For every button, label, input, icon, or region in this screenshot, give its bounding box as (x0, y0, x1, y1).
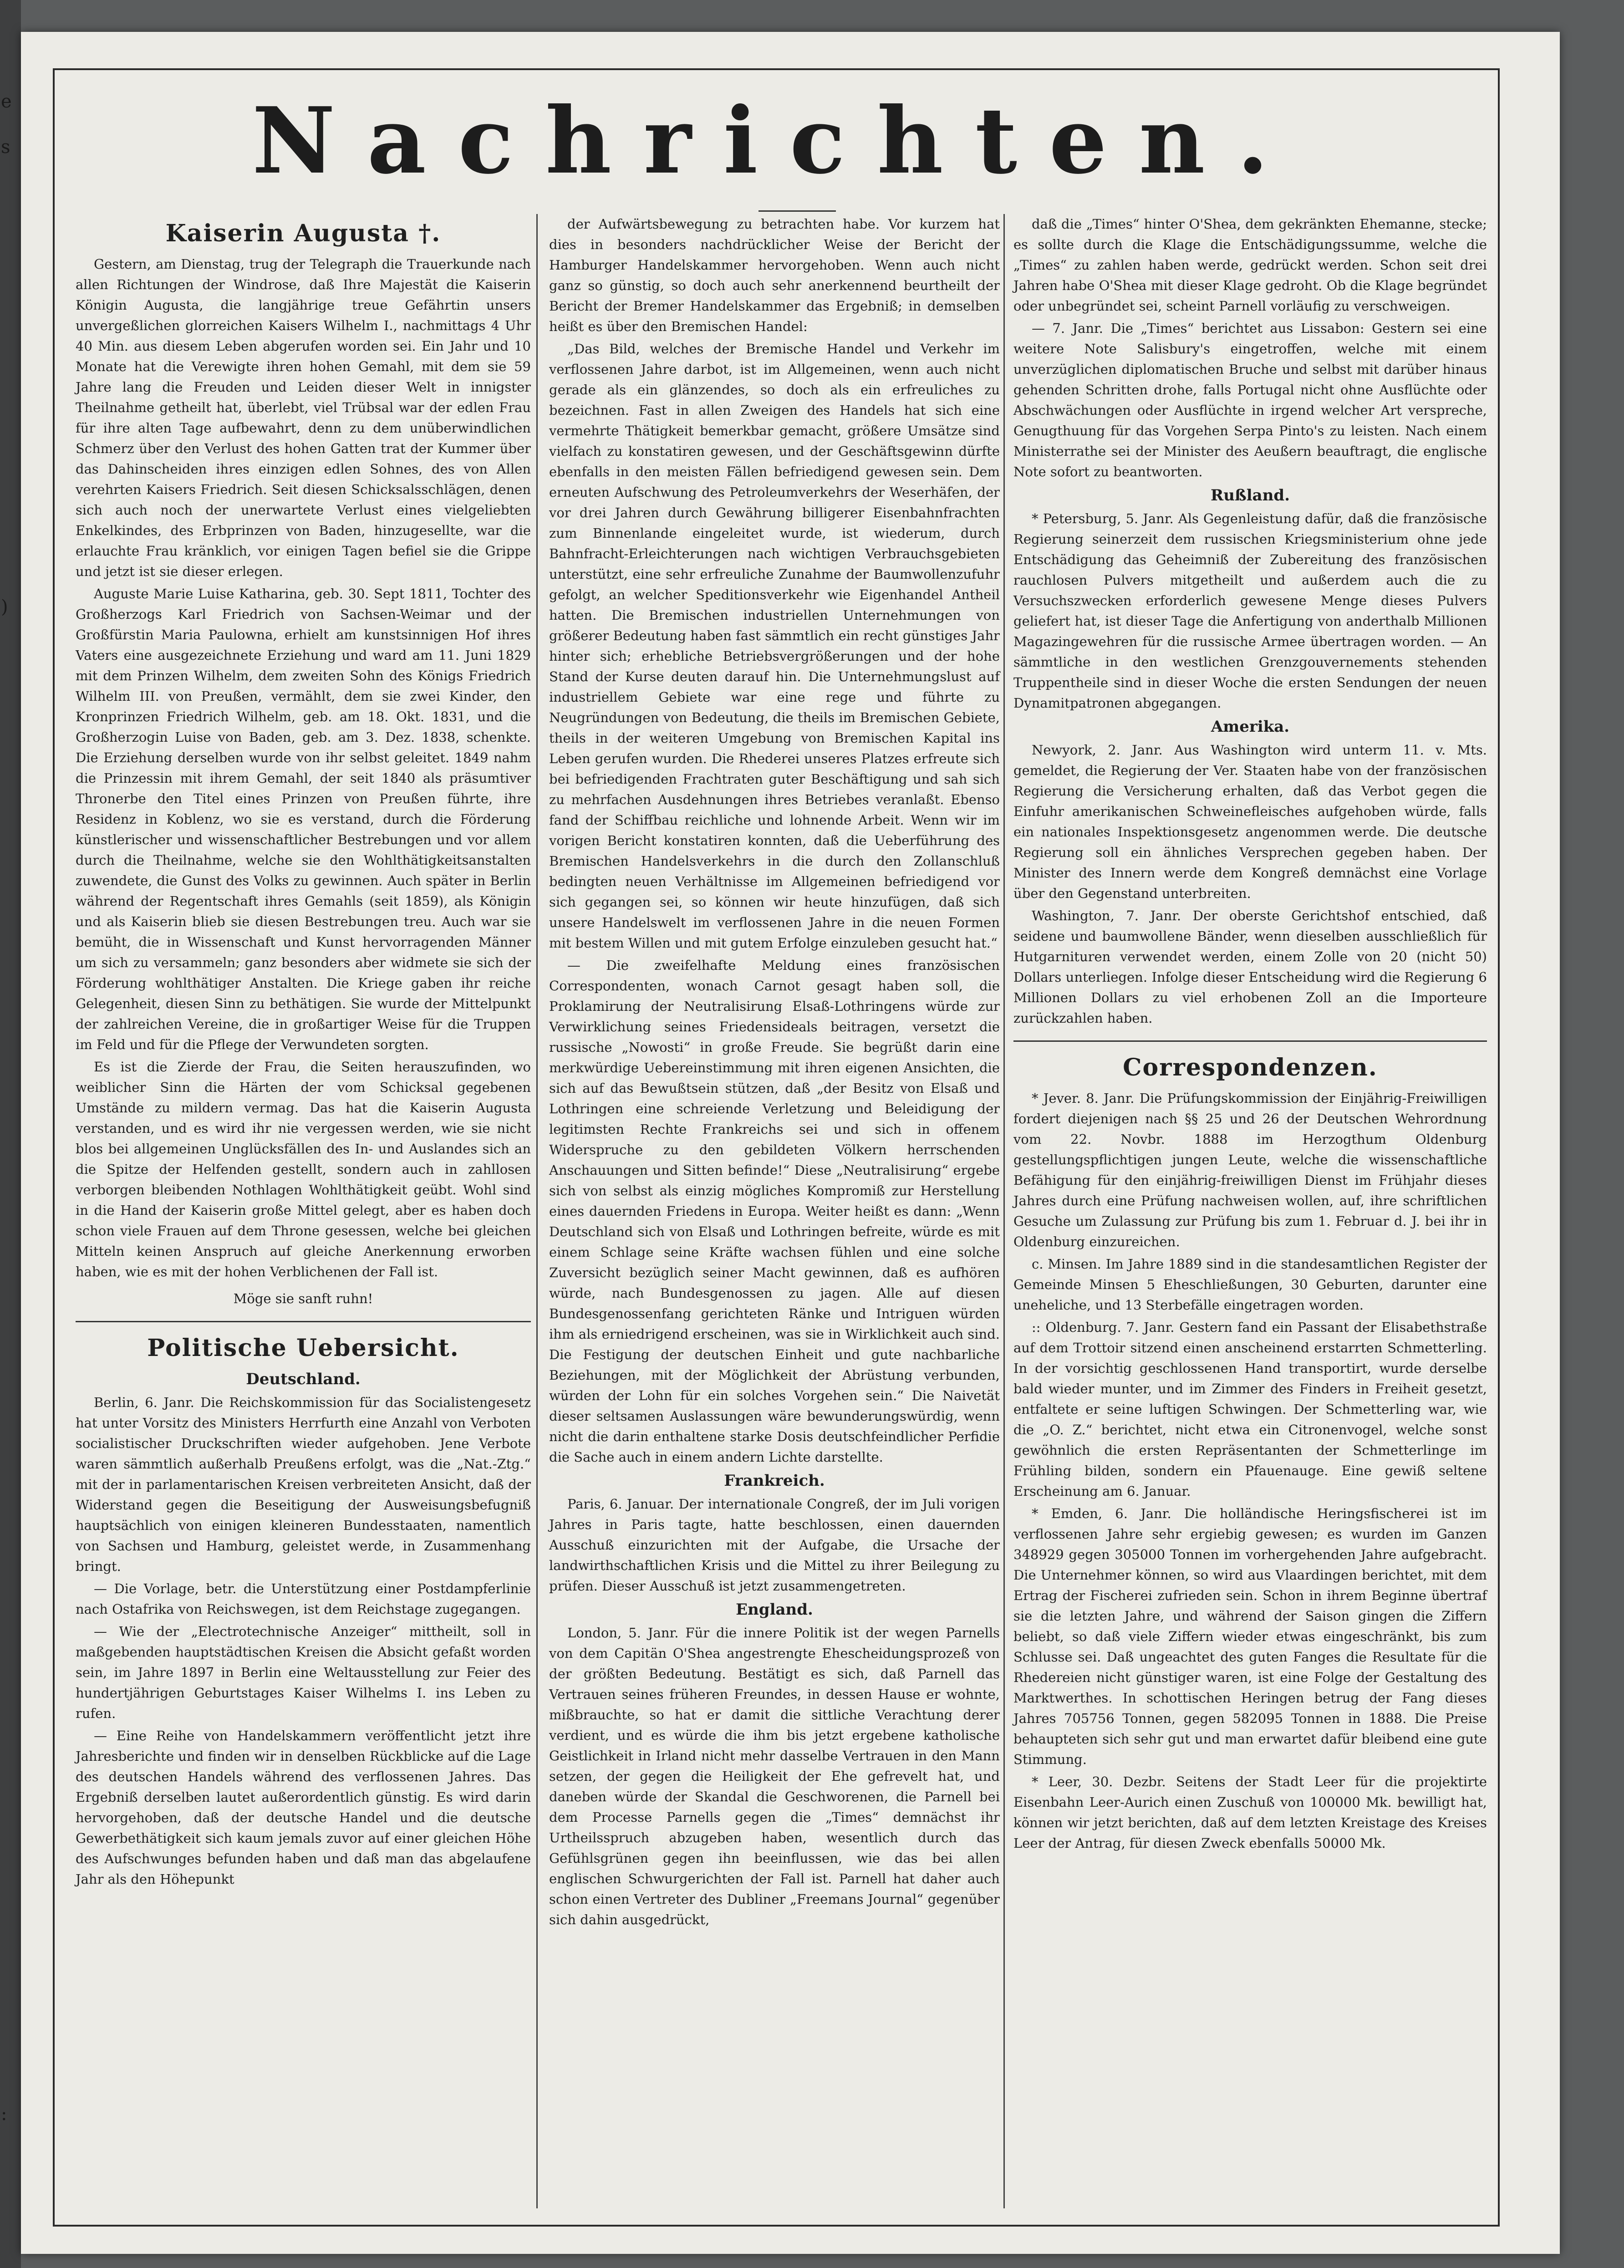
masthead-title: Nachrichten. (252, 87, 1301, 194)
subsection-germany: Deutschland. (246, 1370, 361, 1388)
paragraph: Gestern, am Dienstag, trug der Telegraph die Trauerkunde nach allen Richtungen der Windrose, daß Ihre Majestät die Kaiserin Königin Augusta, die langjährige treue Gefährtin unsers unvergeßlichen glorreichen Kaisers Wilhelm I., nachmittags 4 Uhr 40 Min. aus diesem Leben abgerufen worden sei. Ein Jahr und 10 Monate hat die Verewigte ihren hohen Gemahl, mit dem sie 59 Jahre lang die Freuden und Leiden dieser Welt in innigster Theilnahme getheilt hat, überlebt, viel Trübsal war der edlen Frau für ihre alten Tage aufbewahrt, denn zu dem unüberwindlichen Schmerz über den Verlust des hohen Gatten trat der Kummer über das Dahinscheiden ihres einzigen edlen Sohnes, des von Allen verehrten Kaisers Friedrich. Seit diesen Schicksalsschlägen, denen sich auch noch der unerwartete Verlust eines vielgeliebten Enkelkindes, des Erbprinzen von Baden, hinzugesellte, war die erlauchte Frau kränklich, vor einigen Tagen befiel sie die Grippe und jetzt ist sie dieser erlegen. (76, 256, 531, 579)
column-1 (76, 214, 531, 1891)
margin-fragment: e (1, 91, 12, 112)
paragraph: * Leer, 30. Dezbr. Seitens der Stadt Leer für die projektirte Eisenbahn Leer-Aurich einen Zuschuß von 100000 Mk. bewilligt hat, können wir jetzt berichten, daß auf dem letzten Kreistage des Kreises Leer der Antrag, für diesen Zweck ebenfalls 50000 Mk. (1013, 1774, 1487, 1851)
margin-fragment: : (1, 2104, 7, 2125)
section-rule (76, 1321, 531, 1322)
paragraph: — Eine Reihe von Handelskammern veröffentlicht jetzt ihre Jahresberichte und finden wir in denselben Rückblicke auf die Lage des deutschen Handels während des verflossenen Jahres. Das Ergebniß derselben lautet außerordentlich günstig. Es wird darin hervorgehoben, daß der deutsche Handel und die deutsche Gewerbethätigkeit sich kaum jemals zuvor auf einer gleichen Höhe des Aufschwunges befunden haben und daß man das abgelaufene Jahr als den Höhepunkt (76, 1728, 531, 1887)
paragraph: „Das Bild, welches der Bremische Handel und Verkehr im verflossenen Jahre darbot, ist im Allgemeinen, wenn auch nicht gerade als ein glänzendes, so doch als ein erfreuliches zu bezeichnen. Fast in allen Zweigen des Handels hat sich eine vermehrte Thätigkeit bemerkbar gemacht, größere Umsätze sind vielfach zu konstatiren gewesen, und der Geschäftsgewinn dürfte ebenfalls in den meisten Fällen befriedigend gewesen sein. Dem erneuten Aufschwung des Petroleumverkehrs der Weserhäfen, der vor drei Jahren durch Gewährung billigerer Eisenbahnfrachten zum Binnenlande eingeleitet wurde, ist wiederum, durch Bahnfracht-Erleichterungen nach wichtigen Verbrauchsgebieten unterstützt, eine sehr erfreuliche Zunahme der Baumwollenzufuhr gefolgt, an welcher Speditionsverkehr wie Eigenhandel Antheil hatten. Die Bremischen industriellen Unternehmungen von größerer Bedeutung haben fast sämmtlich ein recht günstiges Jahr hinter sich; erhebliche Betriebsvergrößerungen und der hohe Stand der Kurse deuten darauf hin. Die Unternehmungslust auf industriellem Gebiete war eine rege und führte zu Neugründungen von Bedeutung, die theils im Bremischen Gebiete, theils in der weiteren Umgebung von Bremischen Kapital ins Leben gerufen wurden. Die Rhederei unseres Platzes erfreute sich bei befriedigenden Frachtraten guter Beschäftigung und sah sich zu mehrfachen Ausdehnungen ihres Betriebes veranlaßt. Ebenso fand der Schiffbau reichliche und lohnende Arbeit. Wenn wir im vorigen Bericht konstatiren konnten, daß die Ueberführung des Bremischen Handelsverkehrs in die durch den Zollanschluß bedingten neuen Verhältnisse im Allgemeinen befriedigend vor sich gegangen sei, so können wir heute hinzufügen, daß sich unsere Handelswelt im verflossenen Jahre in die neuen Formen mit bestem Willen und mit gutem Erfolge einzuleben gesucht hat.“ (549, 341, 1000, 951)
newspaper-page (21, 32, 1560, 2254)
column-divider (536, 214, 538, 2208)
subsection-england: England. (736, 1600, 813, 1619)
paragraph: Newyork, 2. Janr. Aus Washington wird unterm 11. v. Mts. gemeldet, die Regierung der Ver. Staaten habe von der französischen Regierung die Versicherung erhalten, daß das Verbot gegen die Einfuhr amerikanischen Schweinefleisches aufgehoben würde, falls ein nationales Inspektionsgesetz angenommen werde. Die deutsche Regierung soll ein ähnliches Versprechen gegeben haben. Der Minister des Innern werde dem Kongreß demnächst eine Vorlage über den Gegenstand unterbreiten. (1013, 742, 1487, 901)
column-3 (1013, 214, 1487, 1855)
paragraph: daß die „Times“ hinter O'Shea, dem gekränkten Ehemanne, stecke; es sollte durch die Klage die Entschädigungssumme, welche die „Times“ zu zahlen haben werde, gedrückt werden. Schon seit drei Jahren habe O'Shea mit dieser Klage gedroht. Ob die Klage begründet oder unbegründet sei, scheint Parnell vorläufig zu verschweigen. (1013, 216, 1487, 314)
paragraph: c. Minsen. Im Jahre 1889 sind in die standesamtlichen Register der Gemeinde Minsen 5 Eheschließungen, 30 Geburten, darunter eine uneheliche, und 13 Sterbefälle eingetragen worden. (1013, 1256, 1487, 1313)
paragraph: — Die Vorlage, betr. die Unterstützung einer Postdampferlinie nach Ostafrika von Reichswegen, ist dem Reichstage zugegangen. (76, 1581, 531, 1617)
subsection-russia: Rußland. (1210, 486, 1290, 505)
paragraph: London, 5. Janr. Für die innere Politik ist der wegen Parnells von dem Capitän O'Shea angestrengte Ehescheidungsprozeß von der größten Bedeutung. Bestätigt es sich, daß Parnell das Vertrauen seines früheren Freundes, in dessen Hause er wohnte, mißbrauchte, so hat er damit die sittliche Verachtung derer verdient, und es würde die ihm bis jetzt ergebene katholische Geistlichkeit in Irland nicht mehr dasselbe Vertrauen in den Mann setzen, der gegen die Heiligkeit der Ehe gefrevelt hat, und daneben würde der Skandal die Geschworenen, die Parnell bei dem Processe Parnells gegen die „Times“ demnächst ihr Urtheilsspruch abzugeben haben, wesentlich durch das Gefühlsgrünen gegen ihn beeinflussen, wie das bei allen englischen Schwurgerichten der Fall ist. Parnell hat daher auch schon einen Vertreter des Dubliner „Freemans Journal“ gegenüber sich dahin ausgedrückt, (549, 1625, 1000, 1927)
paragraph: Washington, 7. Janr. Der oberste Gerichtshof entschied, daß seidene und baumwollene Bänder, wenn dieselben ausschließlich für Hutgarnituren verwendet werden, einem Zolle von 20 (nicht 50) Dollars unterliegen. Infolge dieser Entscheidung wird die Regierung 6 Millionen Dollars zu viel erhobenen Zoll an die Importeure zurückzahlen haben. (1013, 908, 1487, 1026)
section-title-politics: Politische Uebersicht. (147, 1334, 459, 1362)
subsection-america: Amerika. (1211, 718, 1290, 736)
paragraph: Auguste Marie Luise Katharina, geb. 30. Sept 1811, Tochter des Großherzogs Karl Friedrich von Sachsen-Weimar und der Großfürstin Maria Paulowna, erhielt am kunstsinnigen Hof ihres Vaters eine ausgezeichnete Erziehung und ward am 11. Juni 1829 mit dem Prinzen Wilhelm, dem zweiten Sohn des Königs Friedrich Wilhelm III. von Preußen, vermählt, dem sie zwei Kinder, den Kronprinzen Friedrich Wilhelm, geb. am 18. Okt. 1831, und die Großherzogin Luise von Baden, geb. am 3. Dez. 1838, schenkte. Die Erziehung derselben wurde von ihr selbst geleitet. 1849 nahm die Prinzessin mit ihrem Gemahl, der seit 1840 als präsumtiver Thronerbe den Titel eines Prinzen von Preußen führte, ihre Residenz in Koblenz, wo sie es verstand, durch die Förderung künstlerischer und wissenschaftlicher Bestrebungen und vor allem durch die Theilnahme, welche sie den Wohlthätigkeitsanstalten zuwendete, die Gunst des Volks zu gewinnen. Auch später in Berlin während der Regentschaft ihres Gemahls (seit 1859), als Königin und als Kaiserin blieb sie diesen Bestrebungen treu. Auch war sie bemüht, die in Wissenschaft und Kunst hervorragenden Männer um sich zu versammeln; ganz besonders aber widmete sie sich der Förderung wohlthätiger Anstalten. Die Kriege gaben ihr reiche Gelegenheit, diesen Sinn zu bethätigen. Sie wurde der Mittelpunkt der zahlreichen Vereine, die in großartiger Weise für die Truppen im Feld und für die Pflege der Verwundeten sorgten. (76, 586, 531, 1052)
left-margin-strip (0, 0, 21, 2268)
column-divider (1003, 214, 1005, 2208)
paragraph: :: Oldenburg. 7. Janr. Gestern fand ein Passant der Elisabethstraße auf dem Trottoir sitzend einen anscheinend erstarrten Schmetterling. In der vorsichtig geschlossenen Hand transportirt, wurde derselbe bald wieder munter, und im Zimmer des Finders in Freiheit gesetzt, entfaltete er seine luftigen Schwingen. Der Schmetterling war, wie die „O. Z.“ berichtet, nicht etwa ein Citronenvogel, welche sonst gewöhnlich die ersten Repräsentanten der Schmetterlinge im Frühling bilden, sondern ein Pfauenauge. Eine gewiß seltene Erscheinung am 6. Januar. (1013, 1320, 1487, 1499)
paragraph: der Aufwärtsbewegung zu betrachten habe. Vor kurzem hat dies in besonders nachdrücklicher Weise der Bericht der Hamburger Handelskammer hervorgehoben. Wenn auch nicht ganz so günstig, so doch auch sehr anerkennend beurtheilt der Bericht der Bremer Handelskammer das Ergebniß; in demselben heißt es über den Bremischen Handel: (549, 216, 1000, 334)
masthead-rule (759, 210, 836, 212)
paragraph: Berlin, 6. Janr. Die Reichskommission für das Socialistengesetz hat unter Vorsitz des Ministers Herrfurth eine Anzahl von Verboten socialistischer Druckschriften wieder aufgehoben. Jene Verbote waren sämmtlich außerhalb Preußens erfolgt, was die „Nat.-Ztg.“ mit der in parlamentarischen Kreisen verbreiteten Ansicht, daß der Widerstand gegen die Beseitigung der Ausweisungsbefugniß hauptsächlich von einigen kleineren Bundesstaaten, namentlich von Sachsen und Hamburg, geleistet werde, in Zusammenhang bringt. (76, 1395, 531, 1574)
closing-line: Möge sie sanft ruhn! (233, 1291, 373, 1306)
paragraph: — 7. Janr. Die „Times“ berichtet aus Lissabon: Gestern sei eine weitere Note Salisbury's eingetroffen, welche mit einem unverzüglichen diplomatischen Bruche und selbst mit darüber hinaus gehenden Schritten drohe, falls Portugal nicht ohne Ausflüchte oder Abschwächungen oder Ausflüchte in irgend welcher Art verspreche, Genugthuung für das Vorgehen Serpa Pinto's zu leisten. Nach einem Ministerrathe sei der Minister des Aeußern beauftragt, die englische Note sofort zu beantworten. (1013, 321, 1487, 479)
paragraph: Es ist die Zierde der Frau, die Seiten herauszufinden, wo weiblicher Sinn die Härten der vom Schicksal gegebenen Umstände zu mildern vermag. Das hat die Kaiserin Augusta verstanden, und es wird ihr nie vergessen werden, wie sie nicht blos bei allgemeinen Unglücksfällen des In- und Auslandes sich an die Spitze der Helfenden gestellt, sondern auch in zahllosen verborgen bleibenden Nothlagen Wohlthätigkeit geübt. Wohl sind in die Hand der Kaiserin große Mittel gelegt, aber es haben doch schon viele Frauen auf dem Throne gesessen, welche bei gleichen Mitteln keinen Anspruch auf gleiche Anerkennung erworben haben, wie es mit der hohen Verblichenen der Fall ist. (76, 1059, 531, 1279)
margin-fragment: ) (1, 596, 8, 617)
paragraph: Paris, 6. Januar. Der internationale Congreß, der im Juli vorigen Jahres in Paris tagte, hatte beschlossen, einen dauernden Ausschuß einzurichten mit der Aufgabe, die Ursache der landwirthschaftlichen Krisis und die Mittel zu ihrer Beilegung zu prüfen. Dieser Ausschuß ist jetzt zusammengetreten. (549, 1496, 1000, 1594)
subsection-france: Frankreich. (724, 1472, 825, 1490)
paragraph: — Wie der „Electrotechnische Anzeiger“ mittheilt, soll in maßgebenden hauptstädtischen Kreisen die Absicht gefaßt worden sein, im Jahre 1897 in Berlin eine Weltausstellung zur Feier des hundertjährigen Geburtstages Kaiser Wilhelms I. ins Leben zu rufen. (76, 1624, 531, 1721)
section-title-correspondence: Correspondenzen. (1123, 1054, 1378, 1081)
paragraph: — Die zweifelhafte Meldung eines französischen Correspondenten, wonach Carnot gesagt haben soll, die Proklamirung der Neutralisirung Elsaß-Lothringens würde zur Verwirklichung seines Friedensideals beitragen, versetzt die russische „Nowosti“ in große Freude. Sie begrüßt darin eine merkwürdige Uebereinstimmung mit ihren eigenen Ansichten, die sich auf das Bewußtsein stützen, daß „der Besitz von Elsaß und Lothringen eine schreiende Verletzung und Beleidigung der legitimsten Rechte Frankreichs sei und sich in offenem Widerspruche zu den gebildeten Völkern herrschenden Anschauungen und Sitten befinde!“ Diese „Neutralisirung“ ergebe sich von selbst als einzig mögliches Kompromiß zur Herstellung eines dauernden Friedens in Europa. Weiter heißt es dann: „Wenn Deutschland sich von Elsaß und Lothringen befreite, würde es mit einem Schlage seine Kräfte wachsen fühlen und eine solche Zuversicht bezüglich seiner Macht gewinnen, daß es aufhören würde, nach Bundesgenossen zu jagen. Alle auf diesen Bundesgenossenfang gerichteten Ränke und Intriguen würden ihm als erniedrigend erscheinen, was sie in Wirklichkeit auch sind. Die Festigung der deutschen Einheit und gute nachbarliche Beziehungen, mit der Möglichkeit der Abrüstung verbunden, würden der Lohn für ein solches Vorgehen sein.“ Die Naivetät dieser seltsamen Auslassungen wäre bewunderungswürdig, wenn nicht die darin enthaltene starke Dosis deutschfeindlicher Perfidie die Sache auch in einem andern Lichte darstellte. (549, 958, 1000, 1465)
paragraph: * Petersburg, 5. Janr. Als Gegenleistung dafür, daß die französische Regierung seinerzeit dem russischen Kriegsministerium ohne jede Entschädigung das Geheimniß der Zubereitung des französischen rauchlosen Pulvers mitgetheilt und außerdem auch die zu Versuchszwecken erforderlich gewesene Menge dieses Pulvers geliefert hat, ist dieser Tage die Anfertigung von anderthalb Millionen Magazingewehren für die russische Armee übertragen worden. — An sämmtliche in den westlichen Grenzgouvernements stehenden Truppentheile sind in dieser Woche die ersten Sendungen der neuen Dynamitpatronen abgegangen. (1013, 511, 1487, 711)
article-title-augusta: Kaiserin Augusta †. (165, 219, 441, 247)
section-rule (1013, 1040, 1487, 1042)
paragraph: * Emden, 6. Janr. Die holländische Heringsfischerei ist im verflossenen Jahre sehr ergiebig gewesen; es wurden im Ganzen 348929 gegen 305000 Tonnen im vorhergehenden Jahre aufgebracht. Die Unternehmer können, so wird aus Vlaardingen berichtet, mit dem Ertrag der Fischerei zufrieden sein. Schon in ihrem Beginne übertraf sie die letzten Jahre, und während der Saison gingen die Ziffern beliebt, so daß viele Ziffern wieder etwas eingeschränkt, bis zum Schlusse sei. Daß ungeachtet des guten Fanges die Resultate für die Rhedereien nicht günstiger waren, ist eine Folge der Gestaltung des Marktwerthes. In schottischen Heringen betrug der Fang dieses Jahres 705756 Tonnen, gegen 582095 Tonnen in 1888. Die Preise behaupteten sich sehr gut und man erwartet dafür bleibend eine gute Stimmung. (1013, 1506, 1487, 1767)
paragraph: * Jever. 8. Janr. Die Prüfungskommission der Einjährig-Freiwilligen fordert diejenigen nach §§ 25 und 26 der Deutschen Wehrordnung vom 22. Novbr. 1888 im Herzogthum Oldenburg gestellungspflichtigen jungen Leute, welche die wissenschaftliche Befähigung für den einjährig-freiwilligen Dienst im Frühjahr dieses Jahres durch eine Prüfung nachweisen wollen, auf, ihre schriftlichen Gesuche um Zulassung zur Prüfung bis zum 1. Februar d. J. bei ihr in Oldenburg einzureichen. (1013, 1091, 1487, 1249)
column-2 (549, 214, 1000, 1932)
margin-fragment: s (1, 137, 10, 158)
